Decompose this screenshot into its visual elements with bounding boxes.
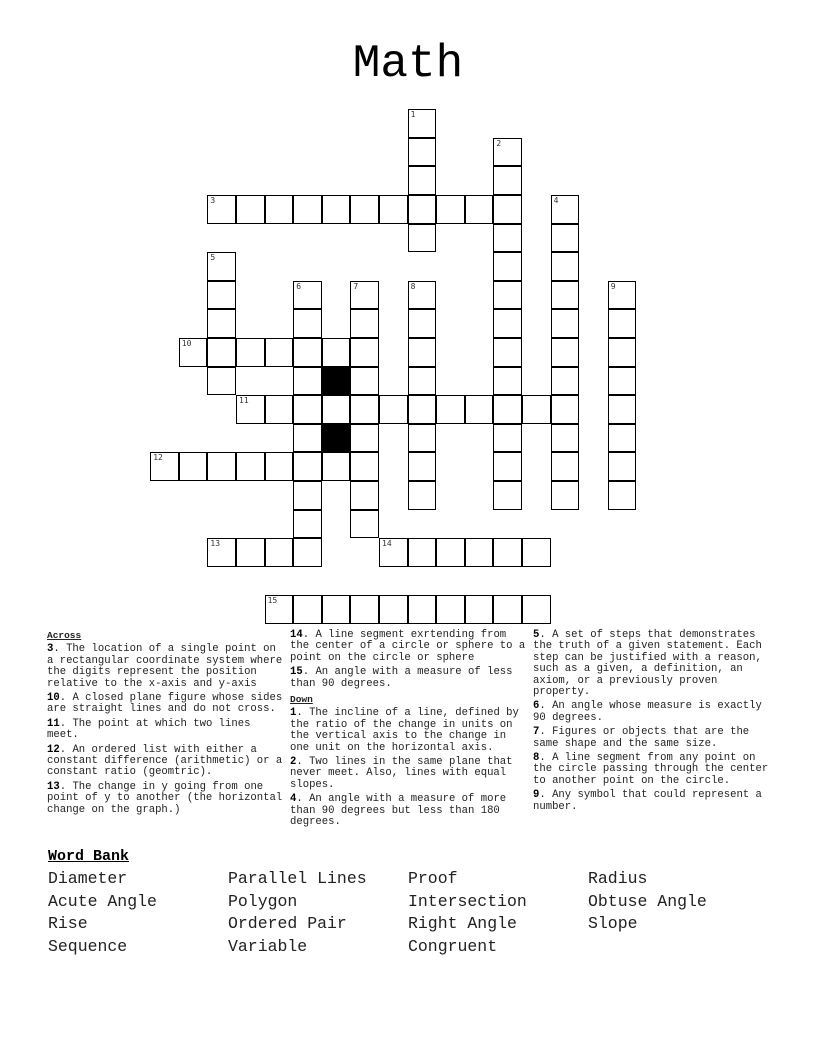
grid-cell[interactable] — [207, 338, 236, 367]
grid-cell[interactable] — [408, 224, 437, 253]
grid-cell[interactable] — [293, 395, 322, 424]
grid-cell[interactable] — [436, 395, 465, 424]
grid-cell[interactable] — [408, 338, 437, 367]
grid-cell[interactable] — [322, 195, 351, 224]
clue-number: 6 — [296, 281, 302, 291]
grid-cell[interactable] — [551, 195, 580, 224]
clue-text: The point at which two lines meet. — [47, 717, 251, 742]
word-bank-item: Variable — [228, 937, 308, 957]
clue: 9. Any symbol that could represent a number. — [533, 789, 762, 813]
grid-cell[interactable] — [350, 309, 379, 338]
grid-cell[interactable] — [408, 195, 437, 224]
grid-cell[interactable] — [408, 309, 437, 338]
clue-number: 7 — [353, 281, 359, 291]
clue: 11. The point at which two lines meet. — [47, 717, 251, 742]
clue-num: 9 — [533, 789, 540, 802]
grid-cell[interactable] — [207, 252, 236, 281]
clue: 1. The incline of a line, defined by the ratio of the change in units on the vertical axis to the change in one unit on the horizontal axis. — [290, 707, 519, 754]
grid-cell[interactable] — [350, 338, 379, 367]
grid-cell[interactable] — [493, 281, 522, 310]
grid-cell[interactable] — [179, 452, 208, 481]
grid-cell[interactable] — [350, 481, 379, 510]
grid-cell[interactable] — [207, 452, 236, 481]
page-title: Math — [352, 38, 464, 90]
clue-number: 12 — [153, 453, 163, 463]
grid-cell[interactable] — [293, 281, 322, 310]
clue-num: 2 — [290, 756, 297, 769]
grid-cell[interactable] — [493, 166, 522, 195]
word-bank-item: Radius — [588, 869, 648, 888]
grid-cell[interactable] — [322, 595, 351, 624]
clue-text: Figures or objects that are the same shape and the same size. — [533, 726, 750, 750]
grid-cell[interactable] — [465, 395, 494, 424]
clue-num: 15 — [290, 666, 303, 679]
grid-cell[interactable] — [551, 481, 580, 510]
clue-text: An ordered list with either a constant difference (arithmetic) or a constant ratio (geomtric). — [47, 743, 283, 779]
grid-cell[interactable] — [493, 195, 522, 224]
word-bank-item: Intersection — [408, 891, 527, 911]
clue-number: 3 — [210, 196, 216, 205]
grid-cell[interactable] — [522, 538, 551, 567]
grid-cell[interactable] — [408, 595, 437, 624]
grid-cell[interactable] — [350, 281, 379, 310]
word-bank-item: Polygon — [228, 891, 298, 911]
grid-cell[interactable] — [265, 538, 294, 567]
grid-cell[interactable] — [493, 252, 522, 281]
clue-number: 8 — [410, 281, 416, 291]
grid-cell[interactable] — [551, 424, 580, 453]
grid-cell[interactable] — [350, 510, 379, 539]
clue-text: An angle whose measure is exactly 90 degrees. — [533, 700, 762, 724]
grid-cell[interactable] — [408, 481, 437, 510]
grid-cell[interactable] — [150, 452, 179, 481]
grid-cell[interactable] — [408, 367, 437, 396]
grid-cell[interactable] — [408, 395, 437, 424]
grid-cell[interactable] — [493, 424, 522, 453]
grid-cell[interactable] — [551, 452, 580, 481]
grid-cell[interactable] — [293, 510, 322, 539]
clue-number: 9 — [610, 281, 616, 291]
clues-column-3 — [533, 630, 769, 816]
clue-text: A line segment from any point on the circle passing through the center to another point on the circle. — [533, 752, 769, 787]
clue-number: 13 — [210, 539, 221, 549]
clue-num: 3 — [47, 643, 54, 656]
grid-cell[interactable] — [350, 424, 379, 453]
across-heading: Across — [47, 630, 82, 641]
grid-cell[interactable] — [608, 281, 637, 310]
grid-cell[interactable] — [293, 309, 322, 338]
clue-text: The incline of a line, defined by the ratio of the change in units on the vertical axis to the change in one unit on the horizontal axis. — [290, 707, 519, 754]
grid-cell[interactable] — [236, 452, 265, 481]
grid-cell[interactable] — [608, 424, 637, 453]
grid-cell[interactable] — [207, 281, 236, 310]
grid-cell[interactable] — [493, 309, 522, 338]
grid-cell[interactable] — [551, 309, 580, 338]
grid-cell[interactable] — [236, 195, 265, 224]
clue-number: 5 — [210, 253, 216, 263]
word-bank-item: Congruent — [408, 937, 498, 957]
grid-cell[interactable] — [493, 224, 522, 253]
clue-num: 5 — [533, 629, 540, 641]
clue: 5. A set of steps that demonstrates the truth of a given statement. Each step can be justified with a reason, such as a given, a definition, an axiom, or a previously proven property. — [533, 629, 762, 699]
clue: 10. A closed plane figure whose sides are straight lines and do not cross. — [47, 692, 283, 716]
grid-cell[interactable] — [265, 195, 294, 224]
clue-text: Two lines in the same plane that never meet. Also, lines with equal slopes. — [290, 756, 513, 791]
clue-num: 1 — [290, 707, 297, 720]
grid-cell[interactable] — [408, 281, 437, 310]
clue: 15. An angle with a measure of less than 90 degrees. — [290, 666, 513, 690]
word-bank-item: Proof — [408, 869, 458, 888]
grid-cell[interactable] — [265, 452, 294, 481]
clue-num: 12 — [47, 743, 60, 756]
grid-cell[interactable] — [265, 395, 294, 424]
clue-num: 13 — [47, 780, 60, 793]
grid-cell[interactable] — [236, 338, 265, 367]
grid-cell[interactable] — [293, 367, 322, 396]
grid-cell[interactable] — [379, 395, 408, 424]
grid-cell[interactable] — [551, 338, 580, 367]
grid-cell[interactable] — [436, 595, 465, 624]
clues-column-1 — [47, 630, 287, 819]
clue: 2. Two lines in the same plane that never meet. Also, lines with equal slopes. — [290, 756, 513, 791]
grid-cell[interactable] — [293, 481, 322, 510]
word-bank-item: Right Angle — [408, 914, 517, 934]
black-cell — [322, 367, 351, 396]
grid-cell[interactable] — [493, 595, 522, 624]
grid-cell[interactable] — [465, 195, 494, 224]
grid-cell[interactable] — [465, 538, 494, 567]
word-bank-item: Sequence — [48, 937, 128, 957]
grid-cell[interactable] — [350, 367, 379, 396]
grid-cell[interactable] — [379, 195, 408, 224]
clue-number: 1 — [410, 110, 416, 120]
clue-text: The location of a single point on a rectangular coordinate system where the digits represent the position relative to the x-axis and y-axis — [47, 643, 283, 690]
word-bank-item: Diameter — [48, 869, 128, 888]
clue-number: 11 — [239, 396, 249, 406]
grid-cell[interactable] — [293, 424, 322, 453]
clue-num: 6 — [533, 700, 540, 713]
black-cell — [322, 424, 351, 453]
grid-cell[interactable] — [379, 595, 408, 624]
grid-cell[interactable] — [350, 595, 379, 624]
grid-cell[interactable] — [551, 395, 580, 424]
clue: 12. An ordered list with either a constant difference (arithmetic) or a constant ratio (geomtric). — [47, 743, 283, 779]
grid-cell[interactable] — [236, 395, 265, 424]
word-bank-item: Obtuse Angle — [588, 891, 707, 911]
grid-cell[interactable] — [608, 481, 637, 510]
grid-cell[interactable] — [436, 195, 465, 224]
grid-cell[interactable] — [608, 452, 637, 481]
grid-cell[interactable] — [293, 538, 322, 567]
clue-num: 8 — [533, 752, 540, 765]
clue: 6. An angle whose measure is exactly 90 degrees. — [533, 700, 762, 724]
grid-cell[interactable] — [493, 538, 522, 567]
clue-text: A line segment exrtending from the center of a circle or sphere to a point on the circle or sphere — [290, 629, 526, 664]
grid-cell[interactable] — [551, 224, 580, 253]
grid-cell[interactable] — [265, 338, 294, 367]
grid-cell[interactable] — [408, 138, 437, 167]
clue: 13. The change in y going from one point of y to another (the horizontal change on the graph.) — [47, 780, 283, 816]
word-bank-item: Slope — [588, 914, 638, 934]
grid-cell[interactable] — [608, 367, 637, 396]
clue-text: A set of steps that demonstrates the truth of a given statement. Each step can be justified with a reason, such as a given, a definition, an axiom, or a previously proven property. — [533, 629, 762, 699]
clue-number: 15 — [267, 596, 278, 606]
grid-cell[interactable] — [350, 395, 379, 424]
grid-cell[interactable] — [522, 595, 551, 624]
clue-text: An angle with a measure of less than 90 degrees. — [290, 666, 513, 690]
clues-column-2 — [290, 630, 530, 832]
word-bank-item: Acute Angle — [48, 891, 157, 911]
grid-cell[interactable] — [408, 166, 437, 195]
grid-cell[interactable] — [236, 538, 265, 567]
grid-cell[interactable] — [350, 452, 379, 481]
grid-cell[interactable] — [265, 595, 294, 624]
clue-num: 10 — [47, 692, 60, 705]
grid-cell[interactable] — [493, 452, 522, 481]
word-bank-item: Rise — [48, 914, 88, 934]
clue-text: Any symbol that could represent a number. — [533, 789, 762, 813]
clue-text: A closed plane figure whose sides are straight lines and do not cross. — [47, 692, 283, 716]
clue: 8. A line segment from any point on the circle passing through the center to another point on the circle. — [533, 752, 769, 787]
word-bank-item: Parallel Lines — [228, 869, 367, 888]
grid-cell[interactable] — [408, 538, 437, 567]
grid-cell[interactable] — [608, 309, 637, 338]
grid-cell[interactable] — [322, 452, 351, 481]
grid-cell[interactable] — [207, 309, 236, 338]
grid-cell[interactable] — [207, 195, 236, 224]
word-bank-heading: Word Bank — [48, 848, 130, 865]
clue: 3. The location of a single point on a rectangular coordinate system where the digits represent the position relative to the x-axis and y-axis — [47, 643, 283, 690]
grid-cell[interactable] — [551, 281, 580, 310]
grid-cell[interactable] — [179, 338, 208, 367]
grid-cell[interactable] — [465, 595, 494, 624]
grid-cell[interactable] — [408, 452, 437, 481]
clue-num: 4 — [290, 793, 297, 806]
grid-cell[interactable] — [408, 424, 437, 453]
grid-cell[interactable] — [608, 395, 637, 424]
grid-cell[interactable] — [293, 452, 322, 481]
grid-cell[interactable] — [493, 338, 522, 367]
clue-num: 14 — [290, 629, 303, 641]
clue-number: 14 — [382, 539, 392, 549]
clue-number: 10 — [181, 339, 192, 348]
clue-num: 7 — [533, 726, 540, 739]
clue: 14. A line segment exrtending from the center of a circle or sphere to a point on the circle or sphere — [290, 629, 526, 664]
grid-cell[interactable] — [207, 367, 236, 396]
grid-cell[interactable] — [551, 367, 580, 396]
grid-cell[interactable] — [207, 538, 236, 567]
down-heading: Down — [290, 694, 313, 706]
clue: 7. Figures or objects that are the same shape and the same size. — [533, 726, 750, 750]
grid-cell[interactable] — [493, 367, 522, 396]
grid-cell[interactable] — [322, 395, 351, 424]
grid-cell[interactable] — [522, 395, 551, 424]
grid-cell[interactable] — [408, 109, 437, 138]
clue-num: 11 — [47, 717, 60, 730]
grid-cell[interactable] — [293, 595, 322, 624]
grid-cell[interactable] — [322, 338, 351, 367]
clue-text: An angle with a measure of more than 90 degrees but less than 180 degrees. — [290, 793, 507, 829]
word-bank-item: Ordered Pair — [228, 914, 347, 934]
grid-cell[interactable] — [608, 338, 637, 367]
grid-cell[interactable] — [293, 338, 322, 367]
grid-cell[interactable] — [493, 481, 522, 510]
grid-cell[interactable] — [379, 538, 408, 567]
grid-cell[interactable] — [551, 252, 580, 281]
clue-number: 4 — [553, 196, 559, 205]
clue-number: 2 — [496, 138, 502, 148]
grid-cell[interactable] — [493, 138, 522, 167]
grid-cell[interactable] — [293, 195, 322, 224]
grid-cell[interactable] — [350, 195, 379, 224]
grid-cell[interactable] — [493, 395, 522, 424]
clue-text: The change in y going from one point of y to another (the horizontal change on the graph.) — [47, 780, 283, 816]
clue: 4. An angle with a measure of more than 90 degrees but less than 180 degrees. — [290, 793, 507, 829]
grid-cell[interactable] — [436, 538, 465, 567]
